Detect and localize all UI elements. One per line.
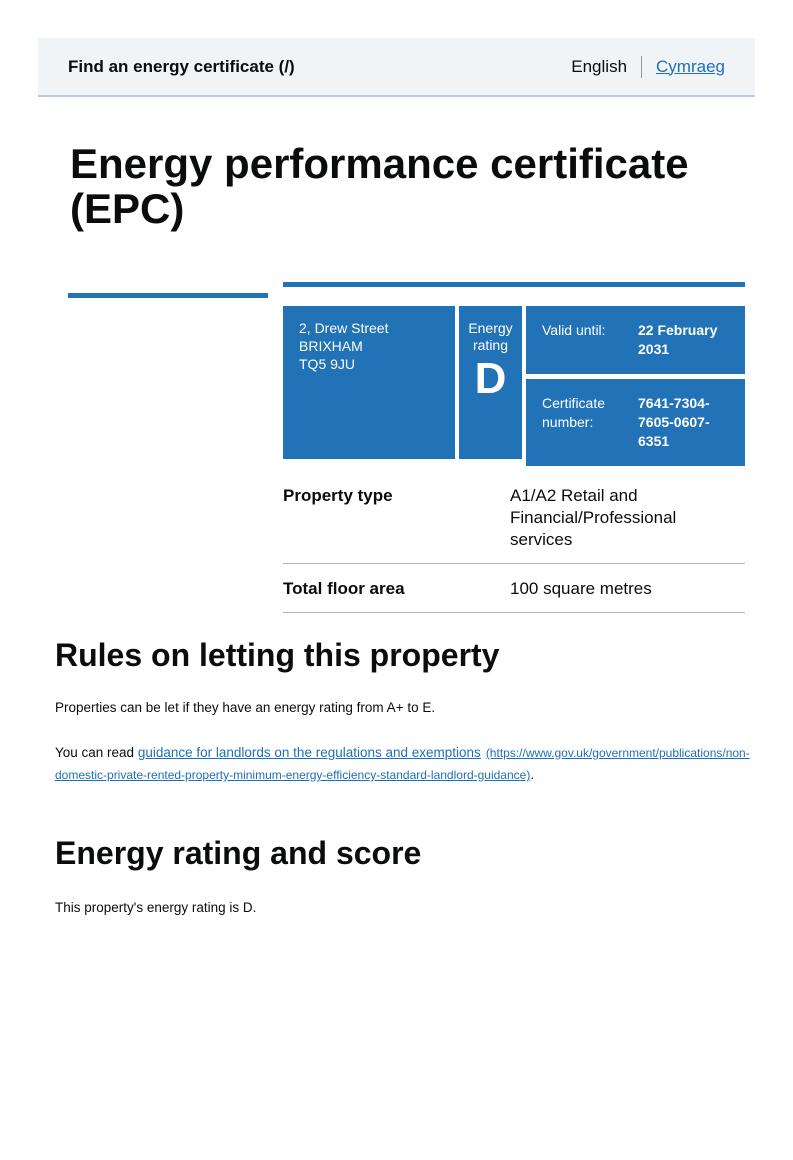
guidance-link-text: guidance for landlords on the regulations and exemptions xyxy=(137,744,481,760)
decorative-blue-rule xyxy=(68,293,268,298)
energy-rating-heading: Energy rating and score xyxy=(55,834,422,871)
table-row xyxy=(283,459,745,564)
certificate-validity-column xyxy=(526,306,745,459)
property-address xyxy=(283,306,455,459)
site-title: Find an energy certificate (/) xyxy=(68,56,295,76)
language-separator xyxy=(641,56,642,78)
certificate-summary-section xyxy=(68,282,793,613)
property-summary-table xyxy=(283,459,745,613)
certificate-number-row xyxy=(526,379,745,466)
property-type-value: A1/A2 Retail and Financial/Professional services xyxy=(510,485,677,549)
landlord-guidance-link[interactable] xyxy=(55,745,750,782)
valid-until-label: Valid until: xyxy=(542,321,606,338)
language-current: English xyxy=(571,56,628,76)
valid-until-value: 22 February 2031 xyxy=(638,321,718,357)
rules-guidance-paragraph xyxy=(55,742,755,786)
address-line-3: TQ5 9JU xyxy=(299,355,356,372)
energy-rating-cell xyxy=(459,306,522,459)
energy-rating-section xyxy=(55,836,793,918)
language-link-cymraeg[interactable]: Cymraeg xyxy=(656,56,725,76)
certificate-card xyxy=(283,306,745,459)
energy-rating-label: Energy rating xyxy=(468,319,513,353)
energy-rating-value: D xyxy=(474,353,507,403)
table-row xyxy=(283,564,745,613)
guidance-link-url-line2: domestic-private-rented-property-minimum-energy-efficiency-standard-landlord-guidance) xyxy=(55,767,531,782)
header-band xyxy=(38,38,755,97)
rules-intro-text: Properties can be let if they have an energy rating from A+ to E. xyxy=(55,699,436,715)
language-switcher xyxy=(571,56,725,78)
total-floor-area-label: Total floor area xyxy=(283,578,405,598)
rules-on-letting-section xyxy=(55,638,793,786)
guidance-link-url-line1: (https://www.gov.uk/government/publications/non- xyxy=(485,745,750,760)
total-floor-area-value: 100 square metres xyxy=(510,578,652,598)
property-type-label: Property type xyxy=(283,485,393,505)
guidance-suffix-text: . xyxy=(530,766,535,782)
address-line-1: 2, Drew Street xyxy=(299,319,389,336)
certificate-number-label: Certificate number: xyxy=(542,394,606,430)
address-line-2: BRIXHAM xyxy=(299,337,363,354)
certificate-number-value: 7641-7304-7605-0607-6351 xyxy=(638,394,710,449)
guidance-prefix-text: You can read xyxy=(55,744,138,760)
rules-heading: Rules on letting this property xyxy=(55,636,500,673)
valid-until-row xyxy=(526,306,745,374)
energy-rating-body-text: This property's energy rating is D. xyxy=(55,900,257,916)
page-title: Energy performance certificate (EPC) xyxy=(70,140,689,233)
